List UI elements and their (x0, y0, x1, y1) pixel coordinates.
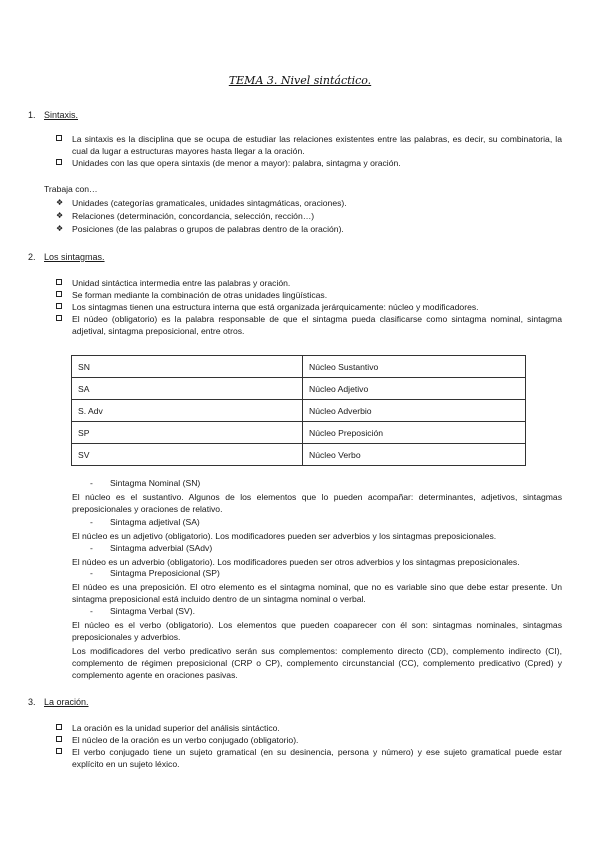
table-cell: SP (72, 422, 303, 444)
predicative-paragraph: Los modificadores del verbo predicativo serán sus complementos: complemento directo (CD), complemento indirecto (CI), complemento de régimen preposicional (CRP o CP), complemento circunstancial (CC), complemento predicativo (Cpred) y complemento agente en oraciones pasivas. (72, 646, 562, 680)
type-text-sadv: El núdeo es un adverbio (obligatorio). Los modificadores pueden ser otros adverbios y los sintagmas preposicionales. (72, 557, 520, 567)
diamond-bullet-icon: ❖ (56, 224, 64, 233)
section-2-heading: 2. Los sintagmas. (28, 252, 105, 262)
section-1-heading: 1. Sintaxis. (28, 110, 79, 120)
table-row (72, 422, 526, 444)
checkbox-bullet-icon (56, 135, 62, 141)
checkbox-bullet-icon (56, 291, 62, 297)
list-item: Unidades con las que opera sintaxis (de menor a mayor): palabra, sintagma y oración. (56, 157, 562, 169)
list-item: ❖ Relaciones (determinación, concordancia, selección, rección…) (56, 211, 315, 221)
table-cell: SV (72, 444, 303, 466)
list-item: El núdeo (obligatorio) es la palabra responsable de que el sintagma pueda clasificarse como sintagma nominal, sintagma adjetival, sintagma preposicional, entre otros. (56, 313, 562, 337)
checkbox-bullet-icon (56, 724, 62, 730)
diamond-bullet-icon: ❖ (56, 198, 64, 207)
table-cell: SN (72, 356, 303, 378)
list-item: Se forman mediante la combinación de otras unidades lingüísticas. (56, 289, 562, 301)
table-cell: S. Adv (72, 400, 303, 422)
checkbox-bullet-icon (56, 748, 62, 754)
list-item: ❖ Posiciones (de las palabras o grupos de palabras dentro de la oración). (56, 224, 344, 234)
type-heading-sa: - Sintagma adjetival (SA) (90, 517, 200, 527)
table-cell: Núcleo Adverbio (303, 400, 526, 422)
checkbox-bullet-icon (56, 303, 62, 309)
table-cell: Núcleo Sustantivo (303, 356, 526, 378)
sintagma-table (71, 355, 526, 466)
section-3-bullets (56, 722, 562, 770)
section-1-bullets (56, 133, 562, 169)
list-item: El núcleo de la oración es un verbo conjugado (obligatorio). (56, 734, 562, 746)
list-item: Los sintagmas tienen una estructura interna que está organizada jerárquicamente: núcleo y modificadores. (56, 301, 562, 313)
type-text-sn: El núcleo es el sustantivo. Algunos de los elementos que lo pueden acompañar: determinantes, adjetivos, sintagmas preposicionales y oraciones de relativo. (72, 492, 562, 514)
type-heading-sadv: - Sintagma adverbial (SAdv) (90, 543, 213, 553)
section-3-heading: 3. La oración. (28, 697, 89, 707)
checkbox-bullet-icon (56, 279, 62, 285)
section-2-bullets (56, 277, 562, 337)
list-item: Unidad sintáctica intermedia entre las palabras y oración. (56, 277, 562, 289)
table-cell: SA (72, 378, 303, 400)
list-item: La sintaxis es la disciplina que se ocupa de estudiar las relaciones existentes entre las palabras, es decir, su combinatoria, la cual da lugar a estructuras mayores hasta llegar a la oración. (56, 133, 562, 157)
table-row (72, 356, 526, 378)
works-with-list (56, 198, 556, 237)
type-heading-sv: - Sintagma Verbal (SV). (90, 606, 196, 616)
table-row (72, 400, 526, 422)
table-cell: Núcleo Preposición (303, 422, 526, 444)
table-row (72, 444, 526, 466)
list-item: ❖ Unidades (categorías gramaticales, unidades sintagmáticas, oraciones). (56, 198, 347, 208)
document-title: TEMA 3. Nivel sintáctico. (228, 74, 372, 87)
type-text-sp: El núdeo es una preposición. El otro elemento es el sintagma nominal, que no es variable sino que debe estar presente. Un sintagma preposicional está incluido dentro de un sintagma nominal o verbal. (72, 582, 562, 604)
table-cell: Núcleo Verbo (303, 444, 526, 466)
type-text-sa: El núcleo es un adjetivo (obligatorio). Los modificadores pueden ser adverbios y los sintagmas preposicionales. (72, 531, 497, 541)
checkbox-bullet-icon (56, 159, 62, 165)
type-text-sv: El núcleo es el verbo (obligatorio). Los elementos que pueden coaparecer con él son: sintagmas nominales, sintagmas preposicionales y adverbios. (72, 620, 562, 642)
works-with-label: Trabaja con… (44, 184, 98, 194)
list-item: La oración es la unidad superior del análisis sintáctico. (56, 722, 562, 734)
checkbox-bullet-icon (56, 736, 62, 742)
checkbox-bullet-icon (56, 315, 62, 321)
list-item: El verbo conjugado tiene un sujeto gramatical (en su desinencia, persona y número) y ese sujeto gramatical puede estar explícito en un sujeto léxico. (56, 746, 562, 770)
diamond-bullet-icon: ❖ (56, 211, 64, 220)
type-heading-sp: - Sintagma Preposicional (SP) (90, 568, 220, 578)
type-heading-sn: - Sintagma Nominal (SN) (90, 478, 201, 488)
table-cell: Núcleo Adjetivo (303, 378, 526, 400)
table-row (72, 378, 526, 400)
